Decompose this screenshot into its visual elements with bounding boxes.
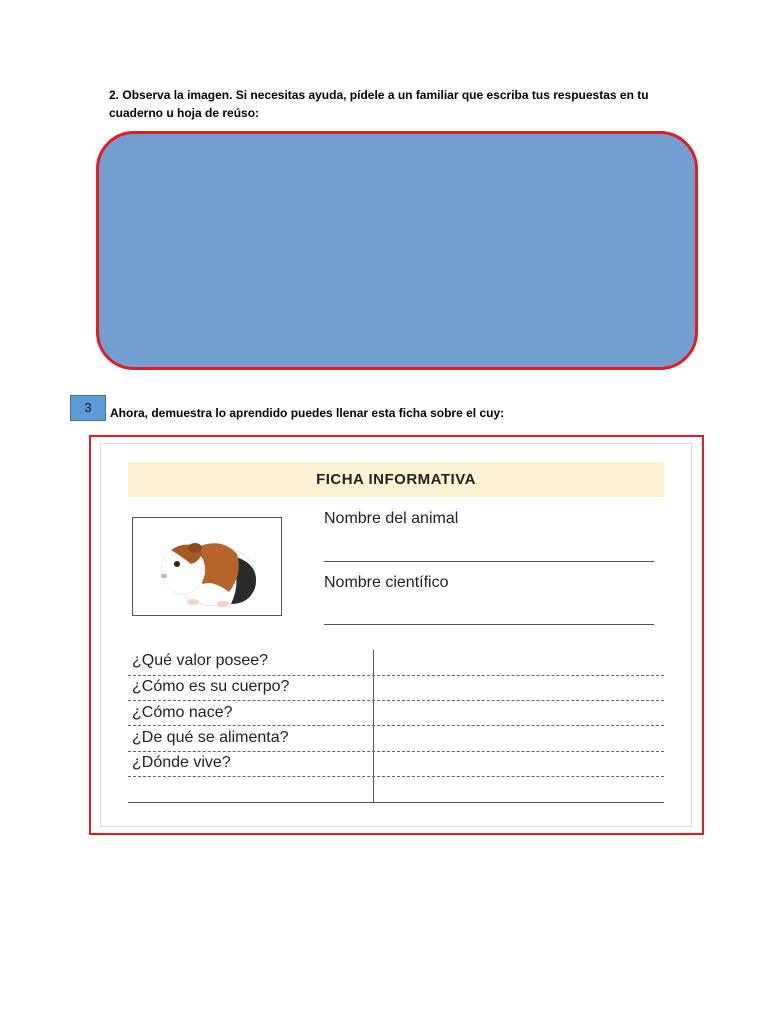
ficha-title: FICHA INFORMATIVA bbox=[128, 462, 664, 497]
guinea-pig-icon bbox=[133, 518, 280, 614]
field-label-scientific-name: Nombre científico bbox=[324, 574, 449, 591]
instruction-3: Ahora, demuestra lo aprendido puedes llenar esta ficha sobre el cuy: bbox=[110, 406, 505, 420]
question-birth: ¿Cómo nace? bbox=[132, 704, 233, 721]
instruction-2 bbox=[109, 86, 669, 122]
question-habitat: ¿Dónde vive? bbox=[132, 754, 231, 771]
instruction-number: 2. bbox=[109, 88, 120, 102]
table-divider bbox=[373, 650, 374, 802]
answer-line-habitat[interactable] bbox=[128, 776, 664, 777]
instruction-text: Observa la imagen. Si necesitas ayuda, pídele a un familiar que escriba tus respuestas en tu cuaderno u hoja de reúso: bbox=[109, 88, 649, 120]
answer-line-animal-name[interactable] bbox=[324, 561, 654, 562]
question-food: ¿De qué se alimenta? bbox=[132, 729, 289, 746]
answer-line-food[interactable] bbox=[128, 751, 664, 752]
guinea-pig-photo bbox=[132, 517, 282, 616]
answer-line-body[interactable] bbox=[128, 700, 664, 701]
answer-line-birth[interactable] bbox=[128, 725, 664, 726]
question-value: ¿Qué valor posee? bbox=[132, 652, 269, 669]
question-body: ¿Cómo es su cuerpo? bbox=[132, 678, 290, 695]
table-bottom-line bbox=[128, 802, 664, 803]
step-number-badge: 3 bbox=[70, 395, 106, 421]
answer-line-value[interactable] bbox=[128, 675, 664, 676]
answer-line-scientific-name[interactable] bbox=[324, 624, 654, 625]
image-placeholder-box bbox=[96, 131, 698, 370]
field-label-animal-name: Nombre del animal bbox=[324, 510, 459, 527]
